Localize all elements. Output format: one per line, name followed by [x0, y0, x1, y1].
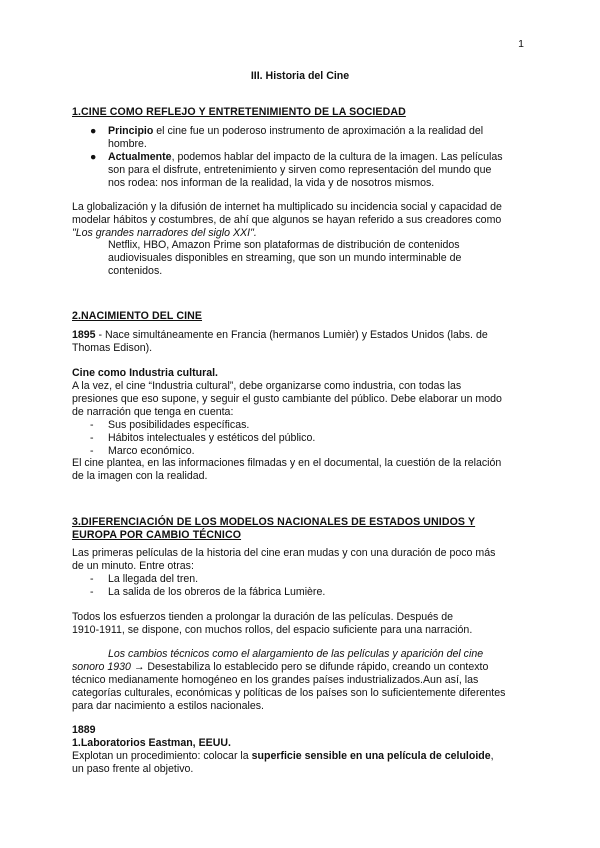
bullet-dot: ● [90, 125, 97, 137]
list-item-text: Sus posibilidades específicas. [108, 419, 250, 431]
bullet-bold: Principio [108, 125, 154, 137]
heading-line: 3.DIFERENCIACIÓN DE LOS MODELOS NACIONALES DE ESTADOS UNIDOS Y [72, 516, 476, 528]
bullet-text: hombre. [108, 138, 147, 150]
bullet-text: son para el disfrute, entretenimiento y sirven como representación del mundo que [108, 164, 492, 176]
list-item: - Hábitos intelectuales y estéticos del público. [90, 432, 316, 444]
text-line: Explotan un procedimiento: colocar la [72, 750, 252, 762]
text-line: "Los grandes narradores del siglo XXI". [72, 227, 257, 239]
text-line: de narración que tenga en cuenta: [72, 406, 234, 418]
text-line: un paso frente al objetivo. [72, 763, 194, 775]
text-line: , [490, 750, 494, 762]
text-line: modelar hábitos y costumbres, de ahí que algunos se hayan referido a sus creadores como [72, 214, 502, 226]
bullet-text: , podemos hablar del impacto de la cultura de la imagen. Las películas [171, 151, 503, 163]
text-line: La globalización y la difusión de internet ha multiplicado su incidencia social y capacidad de [72, 201, 502, 213]
text-line: 1910-1911, se dispone, con muchos rollos, del espacio suficiente para una narración. [72, 624, 473, 636]
paragraph-plataformas [108, 239, 518, 278]
text-line: de la imagen con la realidad. [72, 470, 208, 482]
bullet-principio [90, 125, 528, 151]
text-line: para dar nacimiento a estilos nacionales. [72, 700, 264, 712]
list-item-text: Hábitos intelectuales y estéticos del público. [108, 432, 316, 444]
italic-text: sonoro 1930 → [72, 661, 145, 673]
paragraph-cambios-tecnicos [72, 648, 528, 713]
heading-line: EUROPA POR CAMBIO TÉCNICO [72, 529, 242, 541]
list-item: - Marco económico. [90, 445, 195, 457]
text-line: de un minuto. Entre otras: [72, 560, 194, 572]
text-line: Los cambios técnicos como el alargamiento de las películas y aparición del cine [108, 648, 484, 660]
text-line: A la vez, el cine “Industria cultural”, debe organizarse como industria, con todas las [72, 380, 462, 392]
text-line: Netflix, HBO, Amazon Prime son plataformas de distribución de contenidos [108, 239, 460, 251]
bold-text: superficie sensible en una película de celuloide [251, 750, 491, 762]
document-title: III. Historia del Cine [250, 70, 350, 82]
paragraph-esfuerzos [72, 611, 528, 637]
text-line: audiovisuales disponibles en streaming, que son un mundo interminable de [108, 252, 462, 264]
subheading-industria-cultural: Cine como Industria cultural. [72, 367, 218, 379]
list-item-text: La salida de los obreros de la fábrica Lumière. [108, 586, 326, 598]
list-item-text: Marco económico. [108, 445, 195, 457]
text-line: Las primeras películas de la historia del cine eran mudas y con una duración de poco más [72, 547, 496, 559]
paragraph-industria [72, 380, 528, 419]
text-line: presiones que eso supone, y seguir el gusto cambiante del público. Debe elaborar un modo [72, 393, 502, 405]
paragraph-eastman [72, 750, 528, 776]
list-item: - La llegada del tren. [90, 573, 199, 585]
section-1-heading: 1.CINE COMO REFLEJO Y ENTRETENIMIENTO DE LA SOCIEDAD [72, 106, 406, 118]
text-line: contenidos. [108, 265, 163, 277]
year-1889: 1889 [72, 724, 96, 736]
subheading-laboratorios-eastman: 1.Laboratorios Eastman, EEUU. [72, 737, 231, 749]
list-item: - Sus posibilidades específicas. [90, 419, 250, 431]
paragraph-globalizacion [72, 201, 528, 240]
paragraph-primeras-peliculas [72, 547, 528, 573]
bullet-dot: ● [90, 151, 97, 163]
text-line: Desestabiliza lo establecido pero se difunde rápido, creando un contexto [144, 661, 489, 673]
bullet-bold: Actualmente [108, 151, 172, 163]
text-line: - Nace simultáneamente en Francia (hermanos Lumièr) y Estados Unidos (labs. de [95, 329, 488, 341]
list-item: - La salida de los obreros de la fábrica Lumière. [90, 586, 326, 598]
year-label: 1895 [72, 329, 96, 341]
section-2-heading: 2.NACIMIENTO DEL CINE [72, 310, 203, 322]
section-3-heading [72, 516, 528, 542]
paragraph-1895 [72, 329, 528, 355]
text-line: Todos los esfuerzos tienden a prolongar la duración de las películas. Después de [72, 611, 454, 623]
bullet-text: nos rodea: nos informan de la realidad, la vida y de nosotros mismos. [108, 177, 435, 189]
text-line: Thomas Edison). [72, 342, 153, 354]
list-item-text: La llegada del tren. [108, 573, 199, 585]
paragraph-relacion-imagen [72, 457, 528, 483]
text-line: El cine plantea, en las informaciones filmadas y en el documental, la cuestión de la relación [72, 457, 502, 469]
page-number: 1 [518, 38, 524, 50]
bullet-actualmente [90, 151, 528, 190]
bullet-text: el cine fue un poderoso instrumento de aproximación a la realidad del [153, 125, 484, 137]
text-line: técnico medianamente homogéneo en los grandes países industrializados.Aun así, las [72, 674, 479, 686]
text-line: categorías culturales, económicas y políticas de los países son lo suficientemente diferentes [72, 687, 506, 699]
